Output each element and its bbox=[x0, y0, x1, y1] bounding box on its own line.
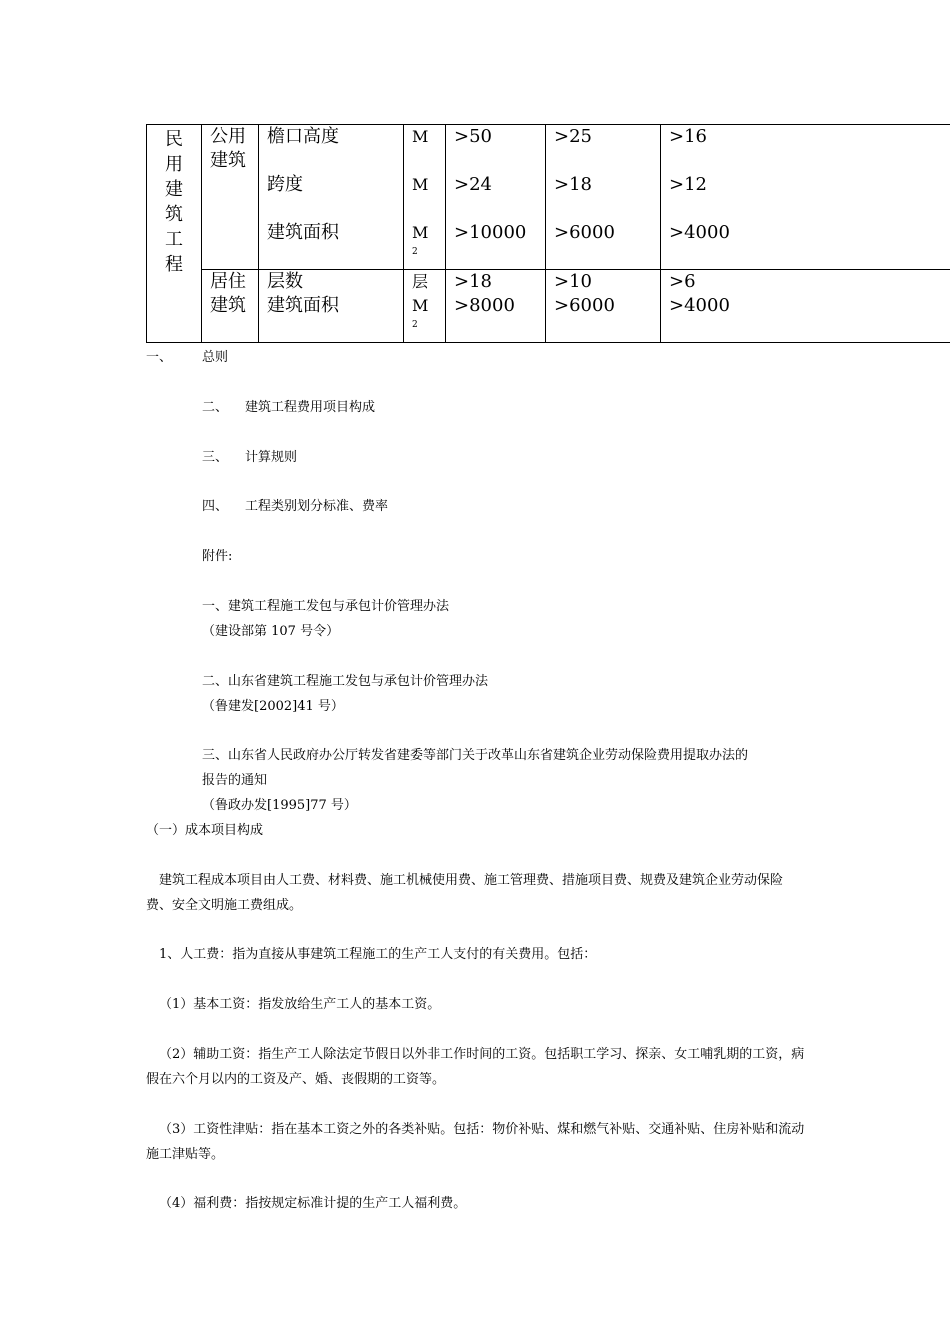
value-cell: >12 bbox=[669, 174, 707, 195]
public-class3-cell bbox=[661, 125, 950, 270]
toc-item-1: 总则 bbox=[202, 350, 229, 365]
basic-wage-item: （1）基本工资：指发放给生产工人的基本工资。 bbox=[159, 997, 441, 1012]
residential-class1-cell bbox=[446, 270, 546, 343]
unit-floor-area: M $^2$ bbox=[412, 223, 429, 257]
table-row-public bbox=[147, 125, 950, 270]
value-cell: >25 bbox=[554, 126, 592, 147]
attachments-label: 附件: bbox=[202, 549, 233, 564]
residential-category-cell bbox=[202, 270, 259, 343]
item-span: 跨度 bbox=[267, 174, 303, 195]
item-eave-height: 檐口高度 bbox=[267, 126, 339, 147]
item-floor-area: 建筑面积 bbox=[267, 295, 339, 316]
item-floor-area: 建筑面积 bbox=[267, 222, 339, 243]
value-cell: >50 bbox=[454, 126, 492, 147]
civil-group-char: 程 bbox=[165, 254, 183, 275]
toc-item-4-number: 四、 bbox=[202, 499, 229, 514]
value-cell: >24 bbox=[454, 174, 492, 195]
toc-item-3-number: 三、 bbox=[202, 450, 229, 465]
value-cell: >18 bbox=[554, 174, 592, 195]
attachment-2-title: 二、山东省建筑工程施工发包与承包计价管理办法 bbox=[202, 674, 489, 689]
civil-group-char: 建 bbox=[165, 179, 183, 200]
attachment-3-title-line1: 三、山东省人民政府办公厅转发省建委等部门关于改革山东省建筑企业劳动保险费用提取办法的 bbox=[202, 748, 749, 763]
public-unit-cell bbox=[404, 125, 446, 270]
residential-class2-cell bbox=[546, 270, 661, 343]
value-cell: >18 bbox=[454, 271, 492, 292]
value-cell: >4000 bbox=[669, 222, 730, 243]
attachment-1-ref: （建设部第 107 号令） bbox=[202, 624, 340, 639]
unit-floors: 层 bbox=[412, 272, 429, 291]
value-cell: >10 bbox=[554, 271, 592, 292]
civil-group-char: 筑 bbox=[165, 204, 183, 225]
attachment-1-title: 一、建筑工程施工发包与承包计价管理办法 bbox=[202, 599, 450, 614]
toc-item-3: 计算规则 bbox=[245, 450, 298, 465]
value-cell: >6000 bbox=[554, 295, 615, 316]
labor-cost-line: 1、人工费：指为直接从事建筑工程施工的生产工人支付的有关费用。包括： bbox=[159, 947, 597, 962]
item-floors: 层数 bbox=[267, 271, 303, 292]
civil-group-char: 民 bbox=[165, 129, 183, 150]
residential-category-line1: 居住 bbox=[210, 271, 246, 292]
civil-group-char: 用 bbox=[165, 154, 183, 175]
civil-group-char: 工 bbox=[165, 229, 183, 250]
value-cell: >8000 bbox=[454, 295, 515, 316]
value-cell: >4000 bbox=[669, 295, 730, 316]
value-cell: >16 bbox=[669, 126, 707, 147]
unit-eave-height: M bbox=[412, 127, 429, 146]
engineering-class-table bbox=[146, 124, 950, 343]
intro-paragraph: 建筑工程成本项目由人工费、材料费、施工机械使用费、施工管理费、措施项目费、规费及建筑企业劳动保险费、安全文明施工费组成。 bbox=[146, 873, 784, 913]
residential-class3-cell bbox=[661, 270, 950, 343]
auxiliary-wage-item: （2）辅助工资：指生产工人除法定节假日以外非工作时间的工资。包括职工学习、探亲、女工哺乳期的工资，病假在六个月以内的工资及产、婚、丧假期的工资等。 bbox=[146, 1047, 805, 1087]
public-class2-cell bbox=[546, 125, 661, 270]
civil-group-cell bbox=[147, 125, 202, 343]
toc-item-2: 建筑工程费用项目构成 bbox=[245, 400, 376, 415]
value-cell: >6 bbox=[669, 271, 696, 292]
residential-item-cell bbox=[259, 270, 404, 343]
attachment-3-title-line2: 报告的通知 bbox=[202, 773, 268, 788]
public-category-cell bbox=[202, 125, 259, 270]
attachment-2-ref: （鲁建发[2002]41 号） bbox=[202, 699, 344, 714]
attachment-3-ref: （鲁政办发[1995]77 号） bbox=[202, 798, 357, 813]
public-item-cell bbox=[259, 125, 404, 270]
allowance-item: （3）工资性津贴：指在基本工资之外的各类补贴。包括：物价补贴、煤和燃气补贴、交通补贴、住房补贴和流动施工津贴等。 bbox=[146, 1122, 805, 1162]
residential-category-line2: 建筑 bbox=[210, 295, 246, 316]
toc-item-1-number: 一、 bbox=[146, 350, 173, 365]
public-category-label: 公用建筑 bbox=[210, 126, 246, 171]
unit-floor-area: M $^2$ bbox=[412, 296, 429, 330]
unit-span: M bbox=[412, 175, 429, 194]
value-cell: >10000 bbox=[454, 222, 527, 243]
value-cell: >6000 bbox=[554, 222, 615, 243]
welfare-item: （4）福利费：指按规定标准计提的生产工人福利费。 bbox=[159, 1196, 467, 1211]
toc-item-2-number: 二、 bbox=[202, 400, 229, 415]
civil-group-label bbox=[147, 127, 201, 277]
residential-unit-cell bbox=[404, 270, 446, 343]
section-heading: （一）成本项目构成 bbox=[146, 823, 264, 838]
table-row-residential bbox=[147, 270, 950, 343]
public-class1-cell bbox=[446, 125, 546, 270]
toc-item-4: 工程类别划分标准、费率 bbox=[245, 499, 389, 514]
